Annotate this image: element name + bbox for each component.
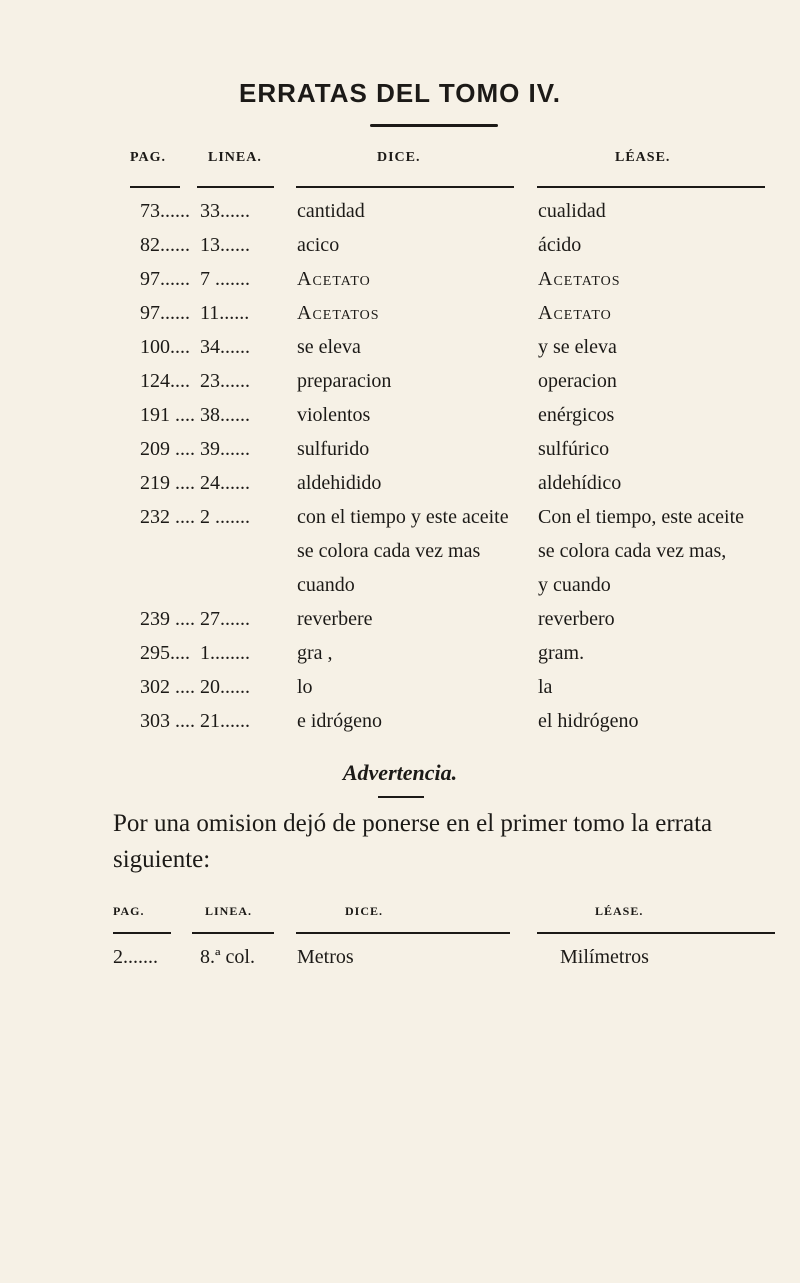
dice-cell: Metros <box>297 946 354 968</box>
linea-cell: 2 ....... <box>200 506 250 528</box>
errata-row <box>0 676 800 706</box>
dice-cell: sulfurido <box>297 438 370 460</box>
dice-cell: Acetato <box>297 268 371 290</box>
pag-cell: 73...... <box>140 200 190 222</box>
rule-linea <box>197 186 274 188</box>
pag-cell: 124.... <box>140 370 190 392</box>
header2-pag: PAG. <box>113 904 145 918</box>
pag-cell: 302 .... <box>140 676 195 698</box>
header-lease: LÉASE. <box>615 150 671 165</box>
rule-pag <box>130 186 180 188</box>
rule2-dice <box>296 932 510 934</box>
errata-row-continuation <box>0 540 800 570</box>
pag-cell: 100.... <box>140 336 190 358</box>
errata-row <box>0 200 800 230</box>
linea-cell: 24...... <box>200 472 250 494</box>
errata-row <box>0 234 800 264</box>
errata-row <box>0 608 800 638</box>
dice-cell: reverbere <box>297 608 373 630</box>
linea-cell: 1........ <box>200 642 250 664</box>
pag-cell: 232 .... <box>140 506 195 528</box>
dice-cell: violentos <box>297 404 371 426</box>
linea-cell: 8.ª col. <box>200 946 255 968</box>
lease-cell: y cuando <box>538 574 611 596</box>
linea-cell: 13...... <box>200 234 250 256</box>
errata-row <box>0 370 800 400</box>
lease-cell: Milímetros <box>560 946 649 968</box>
header-dice: DICE. <box>377 150 421 165</box>
linea-cell: 38...... <box>200 404 250 426</box>
pag-cell: 303 .... <box>140 710 195 732</box>
linea-cell: 20...... <box>200 676 250 698</box>
page-title: ERRATAS DEL TOMO IV. <box>239 78 561 108</box>
advertencia-rule <box>378 796 424 798</box>
lease-cell: gram. <box>538 642 585 664</box>
lease-cell: operacion <box>538 370 617 392</box>
linea-cell: 39...... <box>200 438 250 460</box>
lease-cell: Con el tiempo, este aceite <box>538 506 745 528</box>
header2-linea: LINEA. <box>205 904 253 918</box>
dice-cell: cantidad <box>297 200 365 222</box>
advertencia-heading: Advertencia. <box>342 760 458 785</box>
linea-cell: 7 ....... <box>200 268 250 290</box>
header-pag: PAG. <box>130 150 167 165</box>
errata-row <box>0 472 800 502</box>
errata2-row <box>0 946 800 976</box>
linea-cell: 34...... <box>200 336 250 358</box>
lease-cell: Acetatos <box>538 268 621 290</box>
errata-row-continuation <box>0 574 800 604</box>
dice-cell: cuando <box>297 574 355 596</box>
pag-cell: 219 .... <box>140 472 195 494</box>
lease-cell: reverbero <box>538 608 615 630</box>
dice-cell: preparacion <box>297 370 392 392</box>
dice-cell: Acetatos <box>297 302 380 324</box>
pag-cell: 97...... <box>140 268 190 290</box>
rule-dice <box>296 186 514 188</box>
header-linea: LINEA. <box>208 150 262 165</box>
dice-cell: se eleva <box>297 336 361 358</box>
errata-row <box>0 710 800 740</box>
linea-cell: 33...... <box>200 200 250 222</box>
dice-cell: lo <box>297 676 313 698</box>
errata-row <box>0 302 800 332</box>
pag-cell: 209 .... <box>140 438 195 460</box>
errata-row <box>0 404 800 434</box>
advertencia-text: Por una omision dejó de ponerse en el primer tomo la errata siguiente: <box>113 810 713 873</box>
lease-cell: aldehídico <box>538 472 622 494</box>
header2-dice: DICE. <box>345 904 384 918</box>
linea-cell: 23...... <box>200 370 250 392</box>
pag-cell: 239 .... <box>140 608 195 630</box>
dice-cell: gra , <box>297 642 333 664</box>
lease-cell: enérgicos <box>538 404 615 426</box>
errata-row <box>0 438 800 468</box>
errata-row <box>0 336 800 366</box>
lease-cell: se colora cada vez mas, <box>538 540 727 562</box>
pag-cell: 191 .... <box>140 404 195 426</box>
pag-cell: 295.... <box>140 642 190 664</box>
dice-cell: se colora cada vez mas <box>297 540 481 562</box>
errata-row <box>0 268 800 298</box>
rule-lease <box>537 186 765 188</box>
rule2-lease <box>537 932 775 934</box>
pag-cell: 82...... <box>140 234 190 256</box>
dice-cell: acico <box>297 234 340 256</box>
rule2-pag <box>113 932 171 934</box>
linea-cell: 21...... <box>200 710 250 732</box>
title-rule <box>370 124 498 127</box>
pag-cell: 97...... <box>140 302 190 324</box>
lease-cell: sulfúrico <box>538 438 610 460</box>
dice-cell: e idrógeno <box>297 710 382 732</box>
lease-cell: la <box>538 676 553 698</box>
rule2-linea <box>192 932 274 934</box>
lease-cell: el hidrógeno <box>538 710 639 732</box>
header2-lease: LÉASE. <box>595 904 644 918</box>
lease-cell: y se eleva <box>538 336 617 358</box>
errata-row <box>0 506 800 536</box>
lease-cell: Acetato <box>538 302 612 324</box>
lease-cell: ácido <box>538 234 582 256</box>
lease-cell: cualidad <box>538 200 606 222</box>
linea-cell: 27...... <box>200 608 250 630</box>
errata-row <box>0 642 800 672</box>
pag-cell: 2....... <box>113 946 158 968</box>
linea-cell: 11...... <box>200 302 250 324</box>
dice-cell: con el tiempo y este aceite <box>297 506 509 528</box>
dice-cell: aldehidido <box>297 472 382 494</box>
